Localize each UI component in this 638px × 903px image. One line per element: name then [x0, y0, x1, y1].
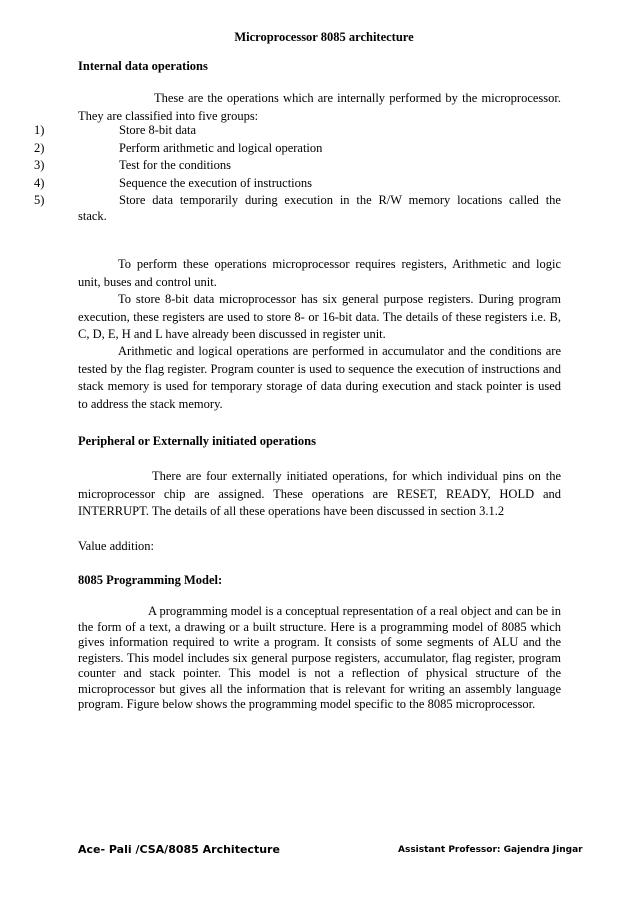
internal-operations-intro: These are the operations which are internally performed by the microprocessor. They are classified into five groups: [78, 91, 561, 123]
programming-model-paragraph: A programming model is a conceptual representation of a real object and can be in the form of a text, a drawing or a built structure. Here is a programming model of 8085 which gives information required to write a program. It consists of some segments of ALU and the registers. This model includes six general purpose registers, accumulator, flag register, program counter and stack pointer. This model is not a reflection of physical structure of the microprocessor but gives all the information that is relevant for writing an assembly language program. Figure below shows the programming model specific to the 8085 microprocessor. [78, 604, 561, 711]
peripheral-operations-paragraph: There are four externally initiated operations, for which individual pins on the microprocessor chip are assigned. These operations are RESET, READY, HOLD and INTERRUPT. The details of all these operations have been discussed in section 3.1.2 [78, 469, 561, 518]
list-item-number: 3) [34, 158, 45, 172]
list-item [0, 175, 600, 193]
internal-operations-heading: Internal data operations [78, 59, 208, 73]
list-item [0, 140, 600, 158]
list-item-number: 2) [34, 140, 45, 155]
accumulator-paragraph: Arithmetic and logical operations are performed in accumulator and the conditions are tested by the flag register. Program counter is used to sequence the execution of instructions and stack memory is used for temporary storage of data during execution and stack pointer is used to address the stack memory. [78, 344, 561, 411]
list-item-text: Perform arithmetic and logical operation [119, 140, 323, 155]
list-item-text: Test for the conditions [119, 158, 231, 172]
list-item-number: 5) [34, 193, 45, 207]
register-storage-paragraph: To store 8-bit data microprocessor has six general purpose registers. During program execution, these registers are used to store 8- or 16-bit data. The details of these registers i.e. B, C, D, E, H and L have already been discussed in register unit. [78, 292, 561, 341]
page-title: Microprocessor 8085 architecture [234, 30, 414, 44]
peripheral-operations-heading: Peripheral or Externally initiated operations [78, 434, 316, 448]
programming-model-heading: 8085 Programming Model: [78, 573, 223, 587]
list-item [0, 122, 600, 140]
list-item-number: 1) [34, 123, 45, 137]
footer-author-label: Assistant Professor: Gajendra Jingar [398, 845, 583, 855]
value-addition-label: Value addition: [78, 539, 155, 553]
footer-course-label: Ace- Pali /CSA/8085 Architecture [78, 843, 280, 856]
list-item-continuation: stack. [78, 209, 107, 223]
list-item-text: Store data temporarily during execution in the R/W memory locations called the [119, 193, 561, 207]
list-item-number: 4) [34, 175, 45, 190]
registers-paragraph: To perform these operations microprocessor requires registers, Arithmetic and logic unit, buses and control unit. [78, 257, 561, 289]
list-item-text: Sequence the execution of instructions [119, 175, 312, 190]
list-item [0, 192, 600, 210]
operation-groups-list [0, 122, 600, 210]
list-item-text: Store 8-bit data [119, 123, 197, 137]
list-item [0, 157, 600, 175]
